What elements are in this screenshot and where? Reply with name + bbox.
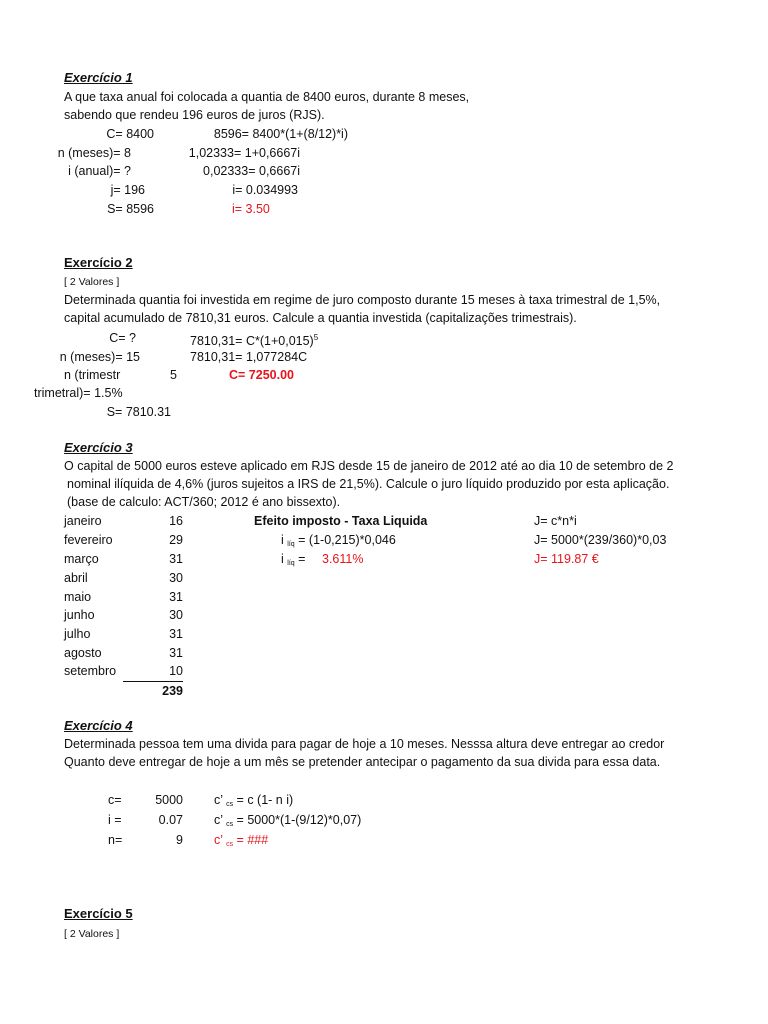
net-rate-label: i $_{líq}$ = (281, 552, 306, 567)
ex4-value-n: 9 (176, 833, 183, 847)
month-name: agosto (64, 646, 102, 660)
month-days: 31 (169, 552, 183, 566)
exercise-1-statement-line2: sabendo que rendeu 196 euros de juros (RJS). (64, 108, 325, 122)
ex2-var-rate: trimetral)= 1.5% (34, 386, 123, 400)
ex4-formula-3: c’ $_{cs}$ = ### (214, 833, 269, 848)
month-days: 31 (169, 627, 183, 641)
ex2-var-n-months: n (meses)= 15 (59, 350, 140, 364)
exercise-3-statement-line2: nominal ilíquida de 4,6% (juros sujeitos a IRS de 21,5%). Calcule o juro líquido produzido por esta aplicação. (67, 477, 670, 491)
ex1-calc-4: i= 0.034993 (232, 183, 298, 197)
month-name: janeiro (64, 514, 102, 528)
ex1-calc-1: 8596= 8400*(1+(8/12)*i) (213, 127, 348, 141)
month-name: fevereiro (64, 533, 113, 547)
ex1-var-c: C= 8400 (106, 127, 154, 141)
exercise-2-title: Exercício 2 (64, 255, 133, 270)
days-total: 239 (162, 684, 183, 698)
exercise-1-statement-line1: A que taxa anual foi colocada a quantia de 8400 euros, durante 8 meses, (64, 90, 470, 104)
exercise-4-title: Exercício 4 (64, 718, 133, 733)
exercise-2-statement-line1: Determinada quantia foi investida em regime de juro composto durante 15 meses à taxa trimestral de 1,5%, (64, 293, 661, 307)
month-name: setembro (64, 664, 117, 678)
month-name: abril (64, 571, 88, 585)
exercise-5-points: [ 2 Valores ] (64, 928, 120, 940)
ex2-var-n-quarters: n (trimestr (64, 368, 121, 382)
ex2-calc-1: $7810,31= C*(1+0,015)^5$ (190, 333, 319, 348)
exercise-2-points: [ 2 Valores ] (64, 276, 120, 288)
exercise-3-title: Exercício 3 (64, 440, 133, 455)
sum-rule (123, 681, 183, 682)
ex4-label-n: n= (108, 833, 123, 847)
month-name: maio (64, 590, 92, 604)
exercise-3-statement-line1: O capital de 5000 euros esteve aplicado em RJS desde 15 de janeiro de 2012 até ao dia 10 de setembro de 2 (64, 459, 674, 473)
month-days: 30 (169, 571, 183, 585)
interest-result: J= 119.87 € (534, 552, 599, 566)
ex2-var-n-quarters-value: 5 (170, 368, 177, 382)
exercise-3-statement-line3: (base de calculo: ACT/360; 2012 é ano bissexto). (67, 495, 341, 509)
ex1-calc-3: 0,02333= 0,6667i (203, 164, 300, 178)
ex1-var-n: n (meses)= 8 (57, 146, 131, 160)
ex1-var-i: i (anual)= ? (68, 164, 131, 178)
month-days: 29 (169, 533, 183, 547)
exercise-1-title: Exercício 1 (64, 70, 133, 85)
interest-calc: J= 5000*(239/360)*0,03 (534, 533, 667, 547)
ex2-var-s: S= 7810.31 (106, 405, 171, 419)
ex2-calc-2: 7810,31= 1,077284C (190, 350, 308, 364)
exercise-5-title: Exercício 5 (64, 906, 133, 921)
ex4-formula-1: c’ $_{cs}$ = c (1- n i) (214, 793, 294, 808)
ex1-calc-2: 1,02333= 1+0,6667i (188, 146, 300, 160)
month-name: julho (64, 627, 91, 641)
ex4-label-i: i = (108, 813, 122, 827)
ex4-value-c: 5000 (155, 793, 183, 807)
tax-effect-heading: Efeito imposto - Taxa Liquida (254, 514, 428, 528)
month-days: 30 (169, 608, 183, 622)
exercise-2-statement-line2: capital acumulado de 7810,31 euros. Calcule a quantia investida (capitalizações trimestrais). (64, 311, 577, 325)
month-name: março (64, 552, 99, 566)
ex1-result: i= 3.50 (232, 202, 270, 216)
net-rate-result: 3.611% (322, 552, 364, 566)
exercise-4-statement-line2: Quanto deve entregar de hoje a um mês se pretender antecipar o pagamento da sua divida para essa data. (64, 755, 661, 769)
exercise-4-statement-line1: Determinada pessoa tem uma divida para pagar de hoje a 10 meses. Nesssa altura deve entregar ao credor (64, 737, 665, 751)
month-days: 10 (169, 664, 183, 678)
month-days: 31 (169, 646, 183, 660)
month-name: junho (64, 608, 95, 622)
ex2-result: C= 7250.00 (229, 368, 294, 382)
month-days: 16 (169, 514, 183, 528)
ex4-value-i: 0.07 (158, 813, 183, 827)
ex2-var-c: C= ? (109, 331, 136, 345)
interest-formula: J= c*n*i (534, 514, 577, 528)
month-days: 31 (169, 590, 183, 604)
ex4-label-c: c= (108, 793, 122, 807)
net-rate-formula: i $_{líq}$ = (1-0,215)*0,046 (281, 533, 396, 548)
ex4-formula-2: c’ $_{cs}$ = 5000*(1-(9/12)*0,07) (214, 813, 362, 828)
ex1-var-j: j= 196 (110, 183, 145, 197)
ex1-var-s: S= 8596 (107, 202, 154, 216)
